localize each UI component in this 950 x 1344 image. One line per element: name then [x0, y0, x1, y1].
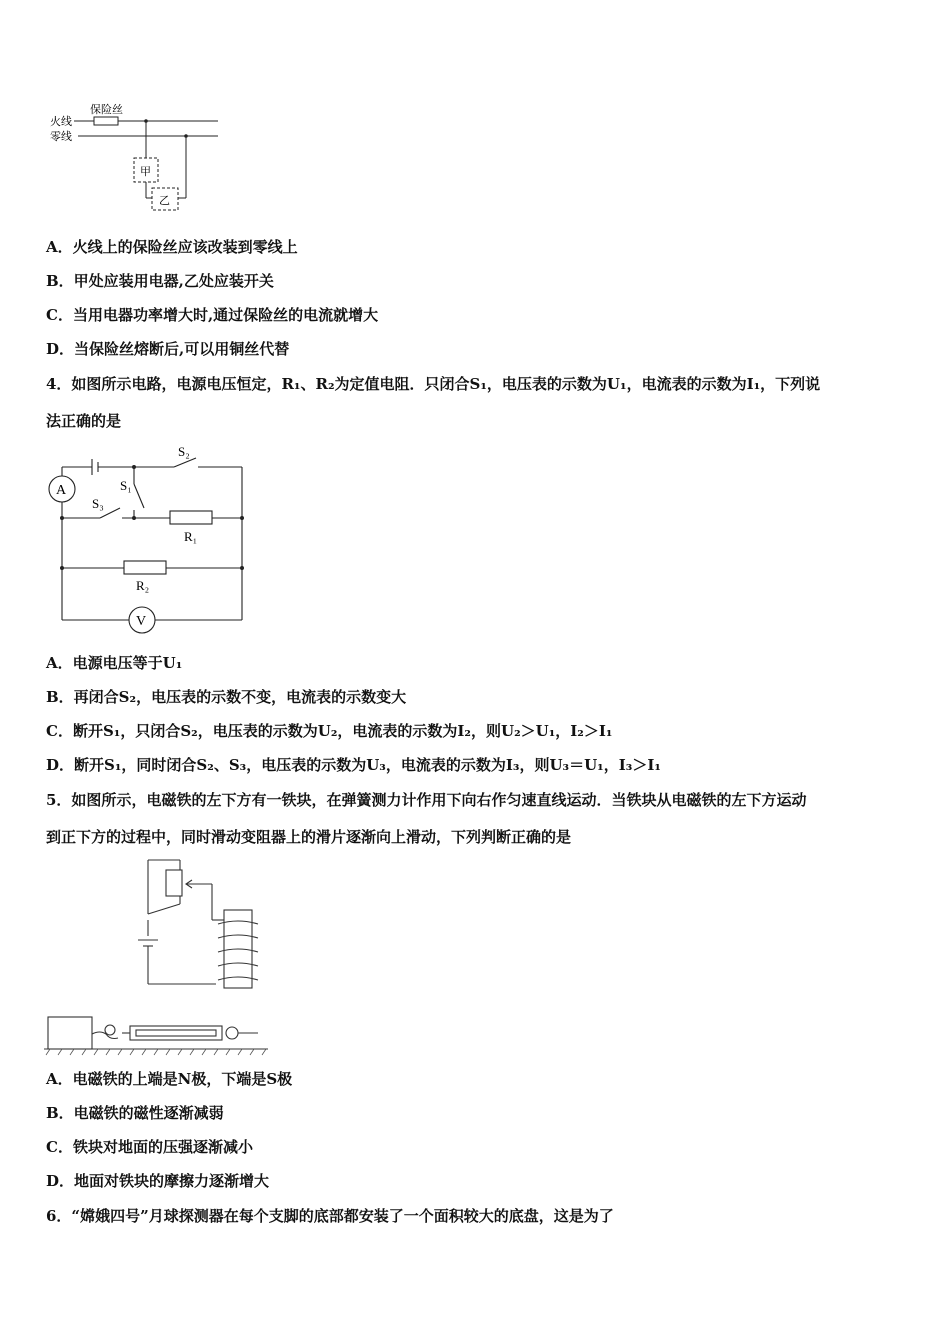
ammeter-label: A [56, 483, 67, 498]
q5-stem-line1: 5．如图所示，电磁铁的左下方有一铁块，在弹簧测力计作用下向右作匀速直线运动．当铁块从电磁铁的左下方运动 [46, 791, 807, 809]
q4-stem-line1: 4．如图所示电路，电源电压恒定，R₁、R₂为定值电阻．只闭合S₁，电压表的示数为U₁，电流表的示数为I₁，下列说 [46, 375, 821, 393]
q4-option-c: C．断开S₁，只闭合S₂，电压表的示数为U₂，电流表的示数为I₂，则U₂＞U₁，I₂＞I₁ [46, 722, 613, 740]
q4-option-d: D．断开S₁，同时闭合S₂、S₃，电压表的示数为U₃，电流表的示数为I₃，则U₃＝U₁，I₃＞I₁ [46, 756, 661, 774]
s3-label: S₃ [92, 496, 104, 511]
q5-option-a: A．电磁铁的上端是N极，下端是S极 [46, 1070, 293, 1088]
q4-circuit-figure [44, 442, 254, 638]
q3-option-c: C．当用电器功率增大时,通过保险丝的电流就增大 [46, 306, 379, 324]
q6-stem-line1: 6．“嫦娥四号”月球探测器在每个支脚的底部都安装了一个面积较大的底盘，这是为了 [46, 1207, 614, 1225]
q3-option-b: B．甲处应装用电器,乙处应装开关 [46, 272, 274, 290]
r1-label: R₁ [184, 529, 198, 544]
q4-stem-line2: 法正确的是 [46, 412, 122, 430]
electromagnet-circuit-figure [136, 854, 266, 994]
q3-option-d: D．当保险丝熔断后,可以用铜丝代替 [46, 340, 290, 358]
q5-stem-line2: 到正下方的过程中，同时滑动变阻器上的滑片逐渐向上滑动，下列判断正确的是 [46, 828, 572, 846]
fuse-label: 保险丝 [90, 104, 123, 116]
q5-option-b: B．电磁铁的磁性逐渐减弱 [46, 1104, 224, 1122]
iron-block-spring-scale-figure [44, 1012, 274, 1058]
voltmeter-label: V [136, 614, 147, 629]
s2-label: S₂ [178, 444, 190, 459]
household-circuit-figure [48, 100, 228, 216]
yi-label: 乙 [159, 195, 170, 207]
q5-option-c: C．铁块对地面的压强逐渐减小 [46, 1138, 253, 1156]
live-wire-label: 火线 [50, 116, 72, 128]
r2-label: R₂ [136, 578, 150, 593]
q4-option-b: B．再闭合S₂，电压表的示数不变，电流表的示数变大 [46, 688, 407, 706]
q3-option-a: A．火线上的保险丝应该改装到零线上 [46, 238, 298, 256]
q4-option-a: A．电源电压等于U₁ [46, 654, 183, 672]
q5-option-d: D．地面对铁块的摩擦力逐渐增大 [46, 1172, 270, 1190]
jia-label: 甲 [140, 166, 151, 178]
s1-label: S₁ [120, 478, 132, 493]
neutral-wire-label: 零线 [50, 131, 72, 143]
